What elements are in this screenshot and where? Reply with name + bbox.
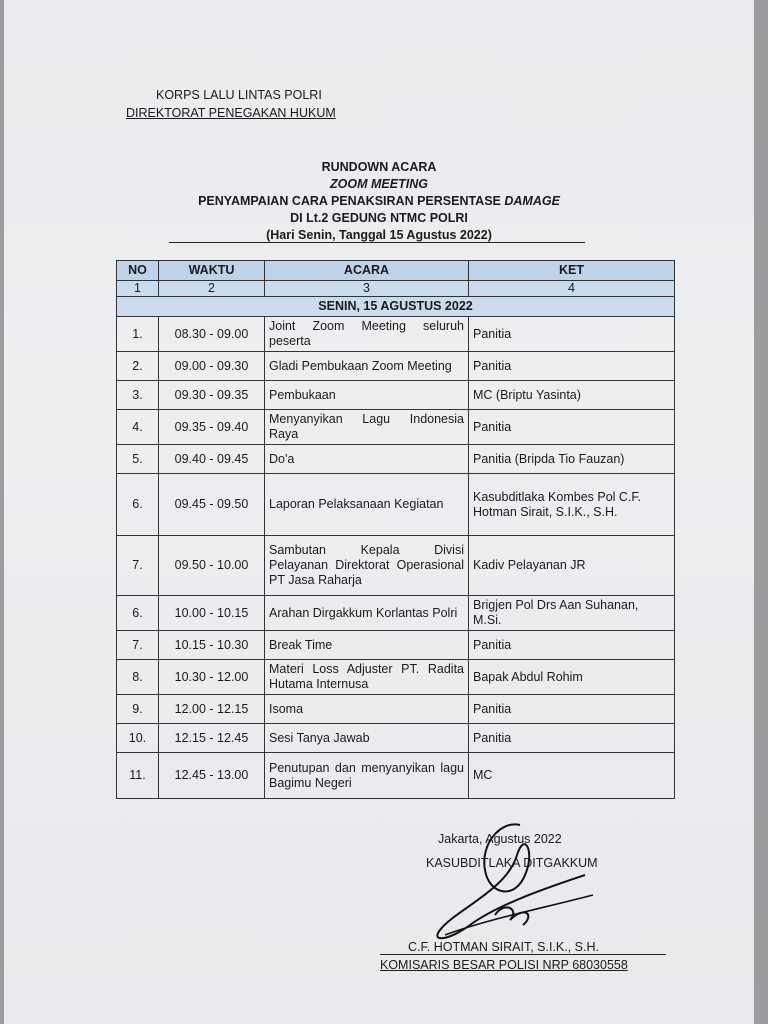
day-label: SENIN, 15 AGUSTUS 2022 [117,297,675,317]
letterhead [126,86,336,122]
cell-no: 3. [117,381,159,410]
sign-name: C.F. HOTMAN SIRAIT, S.I.K., S.H. [408,940,599,954]
cell-time: 10.30 - 12.00 [159,660,265,695]
cell-no: 5. [117,445,159,474]
cell-ket: Panitia [469,352,675,381]
cell-time: 12.45 - 13.00 [159,753,265,799]
title-line-2: ZOOM MEETING [330,177,428,191]
cell-time: 09.40 - 09.45 [159,445,265,474]
cell-acara: Sesi Tanya Jawab [265,724,469,753]
cell-ket: MC [469,753,675,799]
table-row [117,724,675,753]
cell-no: 10. [117,724,159,753]
title-line-3-text: PENYAMPAIAN CARA PENAKSIRAN PERSENTASE [198,194,505,208]
cell-time: 10.00 - 10.15 [159,596,265,631]
table-row [117,753,675,799]
table-row [117,631,675,660]
title-line-5: (Hari Senin, Tanggal 15 Agustus 2022) [266,228,492,242]
rundown-table [116,260,675,799]
directorate-name: DIREKTORAT PENEGAKAN HUKUM [126,106,336,120]
cell-no: 7. [117,536,159,596]
cell-ket: Panitia (Bripda Tio Fauzan) [469,445,675,474]
header-ket: KET [469,261,675,281]
table-row [117,410,675,445]
cell-no: 2. [117,352,159,381]
table-row [117,352,675,381]
column-number-row [117,281,675,297]
cell-acara: Isoma [265,695,469,724]
cell-acara: Sambutan Kepala Divisi Pelayanan Direktorat Operasional PT Jasa Raharja [265,536,469,596]
cell-no: 7. [117,631,159,660]
cell-time: 12.00 - 12.15 [159,695,265,724]
table-row [117,445,675,474]
cell-no: 6. [117,596,159,631]
cell-ket: Panitia [469,695,675,724]
cell-no: 4. [117,410,159,445]
day-row [117,297,675,317]
cell-ket: MC (Briptu Yasinta) [469,381,675,410]
table-row [117,660,675,695]
document-title [114,159,644,244]
header-no: NO [117,261,159,281]
cell-time: 09.50 - 10.00 [159,536,265,596]
table-row [117,695,675,724]
title-underline [169,242,585,243]
cell-no: 6. [117,474,159,536]
cell-acara: Pembukaan [265,381,469,410]
org-name: KORPS LALU LINTAS POLRI [156,88,322,102]
table-row [117,474,675,536]
name-rule [380,954,666,955]
title-line-4: DI Lt.2 GEDUNG NTMC POLRI [290,211,468,225]
cell-acara: Gladi Pembukaan Zoom Meeting [265,352,469,381]
cell-acara: Do'a [265,445,469,474]
cell-acara: Laporan Pelaksanaan Kegiatan [265,474,469,536]
cell-time: 12.15 - 12.45 [159,724,265,753]
sign-date: Jakarta, Agustus 2022 [438,832,562,846]
sign-role: KASUBDITLAKA DITGAKKUM [426,856,598,870]
title-line-1: RUNDOWN ACARA [321,160,437,174]
cell-no: 11. [117,753,159,799]
cell-ket: Panitia [469,724,675,753]
cell-time: 10.15 - 10.30 [159,631,265,660]
cell-acara: Menyanyikan Lagu Indonesia Raya [265,410,469,445]
cell-acara: Arahan Dirgakkum Korlantas Polri [265,596,469,631]
cell-acara: Joint Zoom Meeting seluruh peserta [265,317,469,352]
cell-time: 09.45 - 09.50 [159,474,265,536]
cell-acara: Break Time [265,631,469,660]
col-number: 3 [265,281,469,297]
cell-no: 8. [117,660,159,695]
sign-rank: KOMISARIS BESAR POLISI NRP 68030558 [380,958,628,972]
title-line-3 [114,193,644,210]
cell-acara: Penutupan dan menyanyikan lagu Bagimu Negeri [265,753,469,799]
col-number: 4 [469,281,675,297]
table-row [117,536,675,596]
header-acara: ACARA [265,261,469,281]
cell-time: 09.35 - 09.40 [159,410,265,445]
cell-ket: Brigjen Pol Drs Aan Suhanan, M.Si. [469,596,675,631]
cell-acara: Materi Loss Adjuster PT. Radita Hutama Internusa [265,660,469,695]
cell-ket: Bapak Abdul Rohim [469,660,675,695]
col-number: 1 [117,281,159,297]
cell-ket: Panitia [469,317,675,352]
header-waktu: WAKTU [159,261,265,281]
cell-ket: Kadiv Pelayanan JR [469,536,675,596]
cell-time: 09.00 - 09.30 [159,352,265,381]
cell-ket: Panitia [469,631,675,660]
cell-time: 09.30 - 09.35 [159,381,265,410]
cell-time: 08.30 - 09.00 [159,317,265,352]
table-row [117,381,675,410]
col-number: 2 [159,281,265,297]
table-row [117,317,675,352]
cell-no: 9. [117,695,159,724]
cell-ket: Kasubditlaka Kombes Pol C.F. Hotman Sirait, S.I.K., S.H. [469,474,675,536]
cell-ket: Panitia [469,410,675,445]
table-header-row [117,261,675,281]
table-row [117,596,675,631]
title-line-3-emphasis: DAMAGE [504,194,560,208]
cell-no: 1. [117,317,159,352]
